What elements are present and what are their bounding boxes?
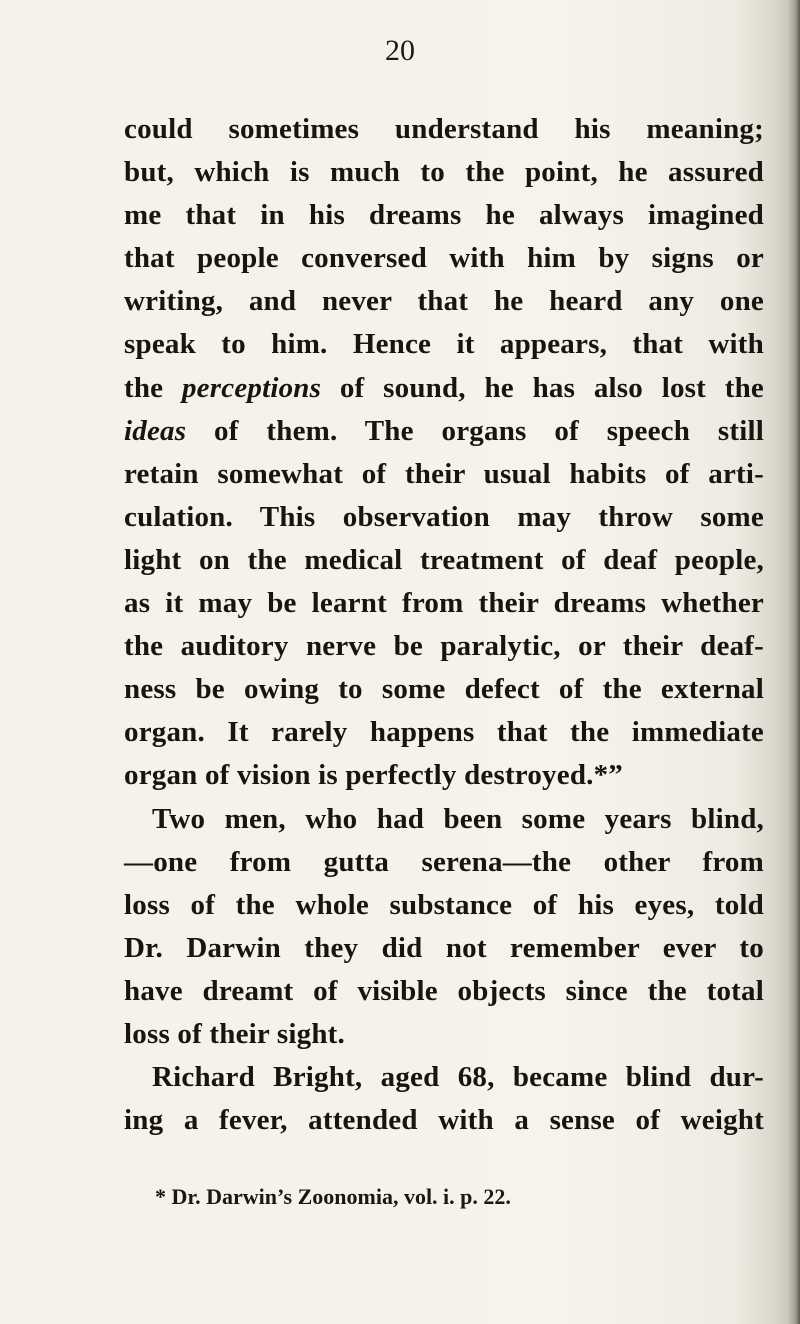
text-line [124,1056,764,1099]
text-segment: could sometimes understand his meaning; [124,113,764,145]
text-line [124,108,764,151]
text-line [124,539,764,582]
text-segment: writing, and never that he heard any one [124,285,764,318]
text-line [124,798,764,841]
text-line [124,841,764,884]
text-line [124,453,764,496]
text-segment: ness be owing to some defect of the external [124,673,764,706]
text-segment: retain somewhat of their usual habits of arti- [124,457,764,490]
text-segment: me that in his dreams he always imagined [124,199,764,232]
text-line [124,367,764,410]
text-line [124,970,764,1013]
body-text [124,108,764,1142]
text-line [124,237,764,280]
text-line [124,280,764,323]
text-segment: have dreamt of visible objects since the total [124,974,764,1007]
italic-text: perceptions [181,371,322,404]
text-line [124,668,764,711]
text-segment: speak to him. Hence it appears, that with [124,328,764,361]
text-line [124,927,764,970]
text-line [124,151,764,194]
italic-text: ideas [124,414,187,447]
text-segment: loss of their sight. [124,1017,345,1050]
text-line [124,625,764,668]
text-segment: the auditory nerve be paralytic, or their deaf- [124,630,764,663]
text-line [124,410,764,453]
text-line [124,711,764,754]
text-segment: of them. The organs of speech still [186,414,764,447]
text-line [124,582,764,625]
text-segment: organ. It rarely happens that the immediate [124,716,764,749]
text-segment: Richard Bright, aged 68, became blind dur- [152,1061,764,1094]
text-line [124,194,764,237]
text-line [124,323,764,366]
text-segment: of sound, he has also lost the [321,371,764,404]
footnote: * Dr. Darwin’s Zoonomia, vol. i. p. 22. [155,1184,511,1209]
text-segment: ing a fever, attended with a sense of weight [124,1104,764,1137]
text-segment: —one from gutta serena—the other from [124,845,764,878]
text-segment: the [124,371,182,404]
page-edge-shadow [788,0,800,1324]
text-line [124,1099,764,1142]
text-segment: organ of vision is perfectly destroyed.*” [124,759,624,792]
text-segment: that people conversed with him by signs or [124,242,764,275]
text-line [124,754,764,797]
text-line [124,496,764,539]
text-segment: culation. This observation may throw some [124,500,764,533]
text-segment: but, which is much to the point, he assured [124,156,764,189]
page-number: 20 [385,34,415,67]
text-segment: as it may be learnt from their dreams whether [124,587,764,620]
text-segment: Dr. Darwin they did not remember ever to [124,931,764,964]
text-segment: loss of the whole substance of his eyes, told [124,888,764,921]
text-segment: light on the medical treatment of deaf people, [124,543,764,576]
text-segment: Two men, who had been some years blind, [152,802,764,835]
text-line [124,1013,764,1056]
text-line [124,884,764,927]
